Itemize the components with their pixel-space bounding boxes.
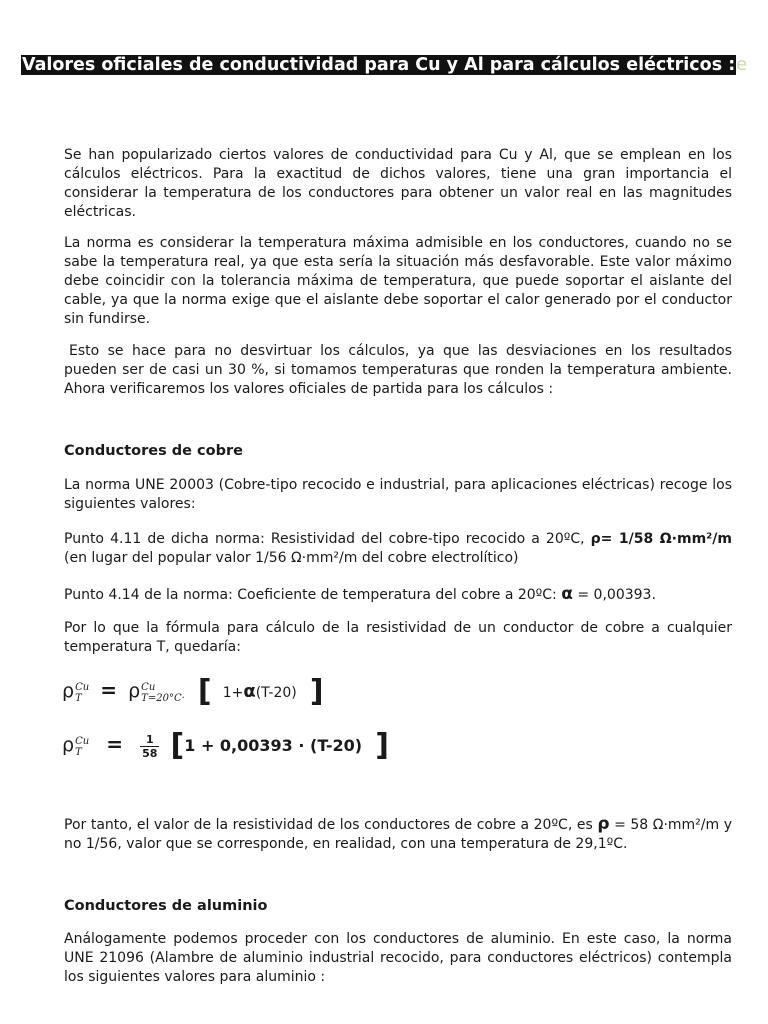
- alpha-value: = 0,00393.: [577, 587, 656, 603]
- rho-symbol-20: ρ: [128, 680, 141, 702]
- intro-paragraph-2: La norma es considerar la temperatura máxima admisible en los conductores, cuando no se sabe la temperatura real, ya que esta sería la situación más desfavorable. Este valor máximo debe coincidir con la tolerancia máxima de temperatura, que puede soportar el aislante del cable, ya que la norma exige que el aislante debe soportar el calor generado por el conductor sin fundirse.: [64, 235, 732, 327]
- cobre-paragraph-1: La norma UNE 20003 (Cobre-tipo recocido e industrial, para aplicaciones eléctricas) recoge los siguientes valores:: [64, 477, 732, 512]
- alpha-symbol: α: [561, 584, 573, 604]
- aluminio-paragraph-1: Análogamente podemos proceder con los conductores de aluminio. En este caso, la norma UNE 21096 (Alambre de aluminio industrial recocido, para conductores eléctricos) contempla los siguientes valores para aluminio :: [64, 931, 732, 985]
- intro-paragraph-1: Se han popularizado ciertos valores de conductividad para Cu y Al, que se emplean en los cálculos eléctricos. Para la exactitud de dichos valores, tiene una gran importancia el considerar la temperatura de los conductores para obtener un valor real en las magnitudes eléctricas.: [64, 147, 732, 220]
- cobre-paragraph-5: [64, 815, 732, 854]
- rho-symbol: ρ: [62, 734, 75, 756]
- formula-body-start: 1+: [222, 685, 244, 701]
- open-bracket: [: [170, 728, 185, 763]
- cobre-paragraph-4: Por lo que la fórmula para cálculo de la resistividad de un conductor de cobre a cualquier temperatura T, quedaría:: [64, 620, 732, 655]
- section-heading-aluminio: Conductores de aluminio: [64, 898, 268, 914]
- rho20-subscript: T=20°C·: [141, 692, 185, 704]
- formula-specific: [62, 728, 389, 763]
- fraction: [140, 733, 159, 760]
- formula-body: 1 + 0,00393 · (T-20): [184, 736, 363, 755]
- rho-symbol-inline: ρ: [597, 814, 610, 834]
- formula-body-end: (T-20): [255, 685, 297, 701]
- intro-paragraph-3: Esto se hace para no desvirtuar los cálculos, ya que las desviaciones en los resultados pueden ser de casi un 30 %, si tomamos temperaturas que ronden la temperatura ambiente. Ahora verificaremos los valores oficiales de partida para los cálculos :: [64, 343, 732, 397]
- resistivity-value: ρ= 1/58 Ω·mm²/m: [590, 531, 732, 547]
- alpha-symbol-formula: α: [243, 681, 256, 702]
- rho-indices: [75, 736, 89, 758]
- formula-general: [62, 674, 324, 709]
- fraction-numerator: 1: [140, 733, 159, 747]
- rho-indices: [75, 682, 89, 704]
- rho20-superscript: Cu: [141, 681, 156, 693]
- title-trailing-char: e: [736, 55, 747, 75]
- rho-subscript: T: [75, 692, 82, 704]
- cobre-p2-text: Punto 4.11 de dicha norma: Resistividad del cobre-tipo recocido a 20ºC,: [64, 531, 585, 547]
- cobre-p2-note: (en lugar del popular valor 1/56 Ω·mm²/m del cobre electrolítico): [64, 550, 519, 566]
- cobre-paragraph-3: [64, 585, 732, 605]
- open-bracket: [: [197, 674, 212, 709]
- equals-sign: =: [106, 732, 124, 756]
- rho20-indices: [141, 682, 185, 704]
- rho-symbol: ρ: [62, 680, 75, 702]
- fraction-denominator: 58: [142, 747, 158, 760]
- close-bracket: ]: [309, 674, 324, 709]
- cobre-paragraph-2: [64, 530, 732, 568]
- cobre-p5-text: Por tanto, el valor de la resistividad de los conductores de cobre a 20ºC, es: [64, 817, 593, 833]
- equals-sign: =: [100, 678, 118, 702]
- section-heading-cobre: Conductores de cobre: [64, 443, 243, 459]
- page-title: [0, 55, 768, 76]
- rho-superscript: Cu: [75, 681, 90, 693]
- cobre-p3-text: Punto 4.14 de la norma: Coeficiente de temperatura del cobre a 20ºC:: [64, 587, 557, 603]
- cobre-p5-rest: = 58 Ω·mm²/m y no 1/56, valor que se corresponde, en realidad, con una temperatura de 29,1ºC.: [64, 817, 733, 852]
- rho-superscript: Cu: [75, 735, 90, 747]
- rho-subscript: T: [75, 746, 82, 758]
- close-bracket: ]: [375, 728, 389, 763]
- title-highlight: Valores oficiales de conductividad para Cu y Al para cálculos eléctricos :: [21, 55, 736, 75]
